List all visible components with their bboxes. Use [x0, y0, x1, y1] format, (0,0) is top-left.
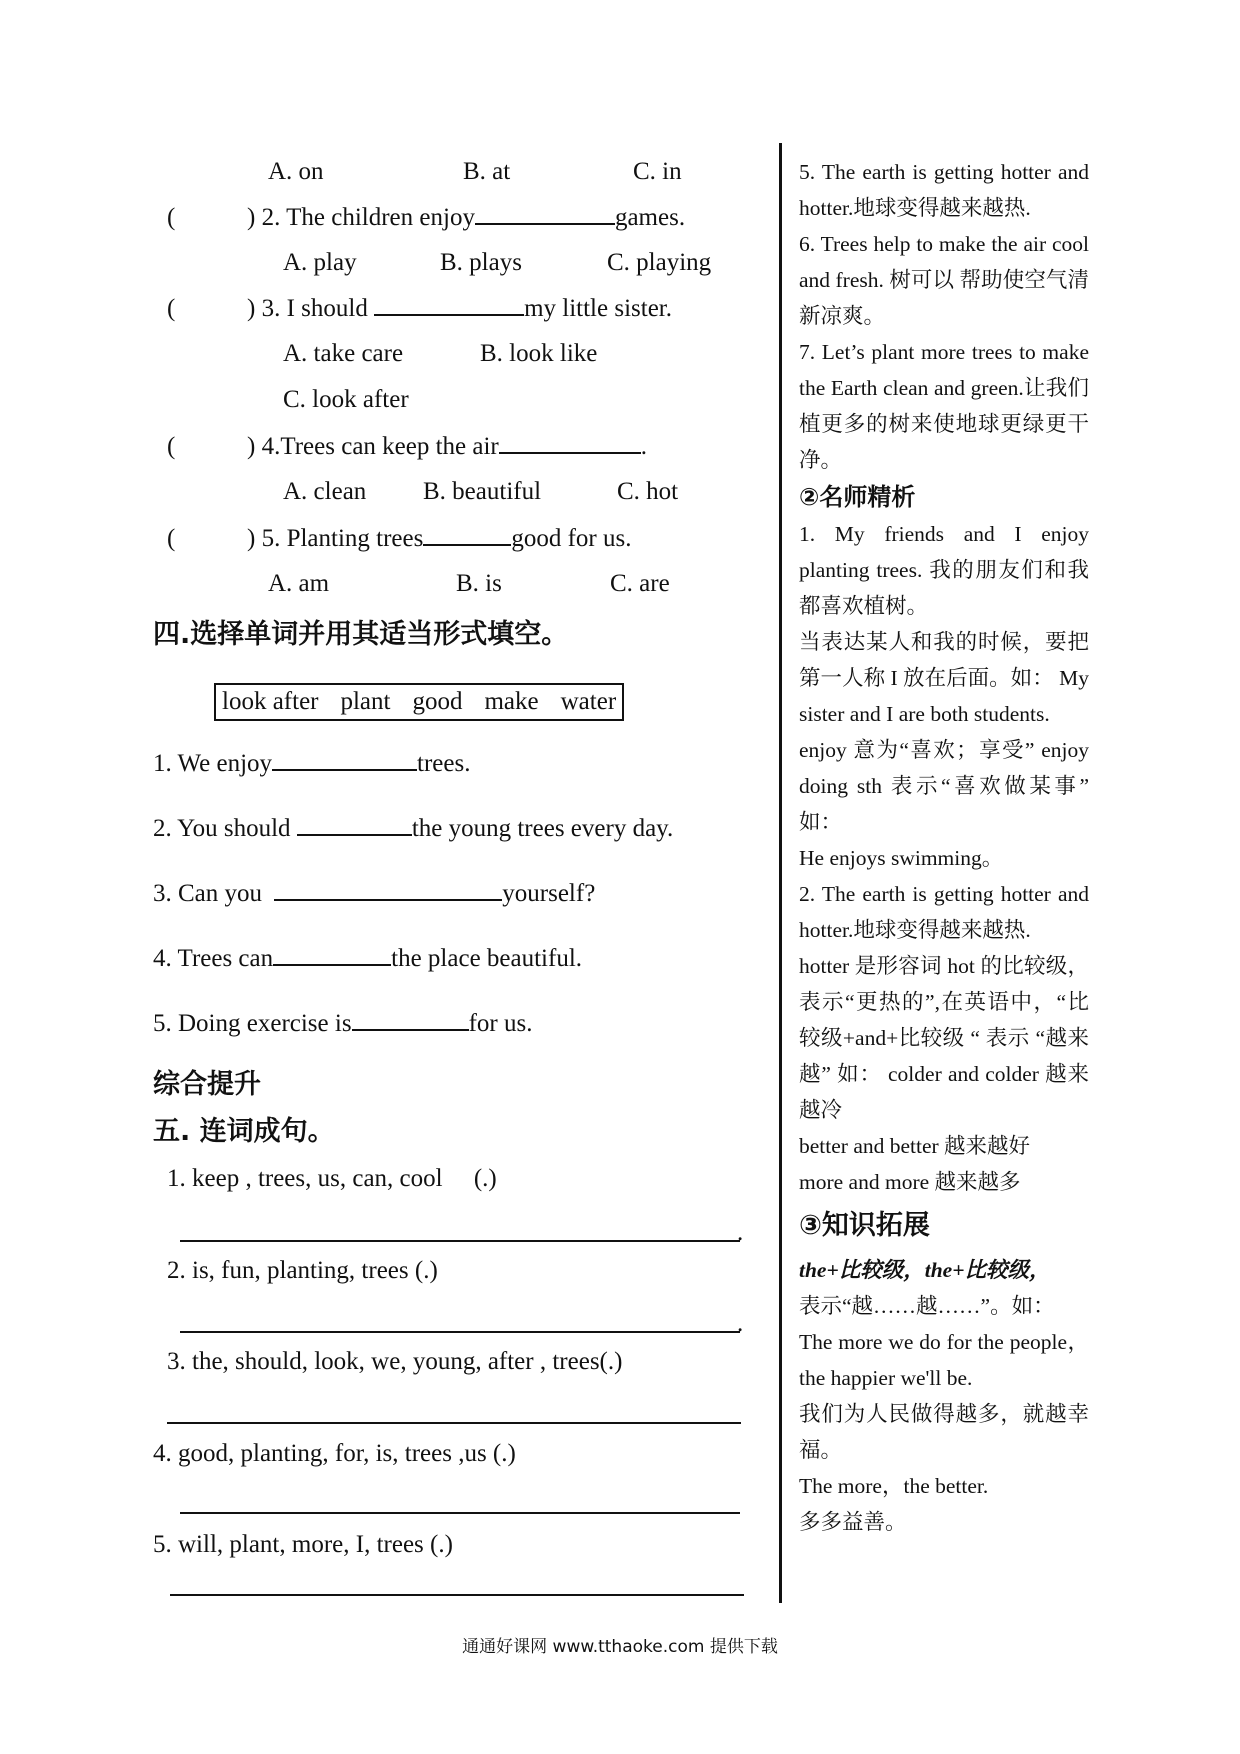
note-paragraph: The more we do for the people，the happier we'll be.: [799, 1330, 1089, 1390]
word-bank: [214, 683, 624, 721]
word-bank-item: water: [560, 688, 617, 715]
question-5-stem-start: 5. Planting trees: [261, 525, 424, 552]
question-4-stem-start: 4.Trees can keep the air: [261, 433, 499, 460]
word-bank-item: make: [484, 688, 539, 715]
page-footer: 通通好课网 www.tthaoke.com 提供下载: [462, 1637, 778, 1657]
answer-line[interactable]: [180, 1512, 740, 1514]
answer-paren-close: ): [247, 295, 256, 322]
q3-option-a: A. take care: [283, 340, 404, 367]
word-bank-item: good: [412, 688, 463, 715]
note-paragraph: 多多益善。: [799, 1510, 907, 1534]
answer-line[interactable]: [170, 1594, 744, 1596]
word-bank-item: plant: [340, 688, 391, 715]
note-emphasis: the+比较级，the+比较级，: [799, 1258, 1051, 1282]
fill-item-text: the place beautiful.: [391, 945, 583, 972]
question-2: [167, 201, 685, 234]
q3-option-b: B. look like: [480, 340, 598, 367]
q1-option-c: C. in: [633, 158, 682, 185]
note-paragraph: more and more 越来越多: [799, 1170, 1021, 1194]
sentence-item-3: 3. the, should, look, we, young, after , trees(.): [167, 1348, 623, 1375]
answer-paren-open: (: [167, 433, 176, 460]
note-paragraph: enjoy 意为“喜欢；享受” enjoy doing sth 表示“喜欢做某事” 如：: [799, 738, 1089, 834]
note-paragraph: 5. The earth is getting hotter and hotter.地球变得越来越热.: [799, 160, 1089, 220]
q5-option-c: C. are: [610, 570, 670, 597]
section-comprehensive-title: 综合提升: [153, 1069, 261, 1100]
q4-option-b: B. beautiful: [423, 478, 542, 505]
q1-option-a: A. on: [268, 158, 324, 185]
fill-item-text: trees.: [417, 750, 471, 777]
sentence-item-5: 5. will, plant, more, I, trees (.): [153, 1531, 453, 1558]
answer-paren-close: ): [247, 525, 256, 552]
question-4: [167, 430, 647, 463]
fill-item-text: for us.: [468, 1010, 533, 1037]
answer-paren-open: (: [167, 525, 176, 552]
question-4-stem-end: .: [640, 433, 648, 460]
fill-item-1: [153, 747, 470, 780]
q2-option-b: B. plays: [440, 249, 522, 276]
note-paragraph: 2. The earth is getting hotter and hotter.地球变得越来越热.: [799, 882, 1089, 942]
answer-blank[interactable]: [273, 942, 391, 966]
section-5-title: 五. 连词成句。: [153, 1116, 335, 1147]
answer-line-period: .: [737, 1219, 744, 1246]
note-paragraph: 当表达某人和我的时候，要把第一人称 I 放在后面。如： My sister and I are both students.: [799, 630, 1089, 726]
q4-option-c: C. hot: [617, 478, 679, 505]
knowledge-extension-heading: ③知识拓展: [799, 1210, 930, 1241]
answer-blank[interactable]: [499, 430, 641, 454]
sentence-item-1: 1. keep , trees, us, can, cool (.): [167, 1165, 497, 1192]
question-5: [167, 522, 632, 555]
q2-option-a: A. play: [283, 249, 357, 276]
answer-paren-open: (: [167, 204, 176, 231]
note-paragraph: The more，the better.: [799, 1474, 989, 1498]
sentence-item-4: 4. good, planting, for, is, trees ,us (.): [153, 1440, 516, 1467]
note-paragraph: 我们为人民做得越多，就越幸福。: [799, 1402, 1089, 1462]
answer-blank[interactable]: [374, 292, 524, 316]
teacher-analysis-heading: ②名师精析: [799, 483, 916, 511]
fill-item-5: [153, 1007, 532, 1040]
note-paragraph: better and better 越来越好: [799, 1134, 1031, 1158]
fill-item-text: the young trees every day.: [411, 815, 674, 842]
fill-item-4: [153, 942, 582, 975]
section-4-title: 四.选择单词并用其适当形式填空。: [153, 619, 569, 650]
note-paragraph: 表示“越……越……”。如：: [799, 1294, 1055, 1318]
note-paragraph: hotter 是形容词 hot 的比较级，表示“更热的”,在英语中，“比较级+and+比较级 “ 表示 “越来越” 如： colder and colder 越来越冷: [799, 954, 1089, 1122]
note-paragraph: He enjoys swimming。: [799, 846, 1004, 870]
fill-item-text: 3. Can you: [153, 880, 263, 907]
answer-blank[interactable]: [423, 522, 511, 546]
answer-blank[interactable]: [297, 812, 412, 836]
answer-paren-close: ): [247, 433, 256, 460]
answer-blank[interactable]: [274, 877, 502, 901]
column-divider: [779, 143, 782, 1603]
sentence-item-2: 2. is, fun, planting, trees (.): [167, 1257, 438, 1284]
fill-item-text: yourself?: [502, 880, 596, 907]
question-2-stem-start: 2. The children enjoy: [261, 204, 475, 231]
question-5-stem-end: good for us.: [511, 525, 632, 552]
answer-line[interactable]: [167, 1422, 741, 1424]
notes-sidebar: [799, 154, 1089, 1540]
answer-blank[interactable]: [475, 201, 615, 225]
fill-item-2: [153, 812, 673, 845]
answer-blank[interactable]: [272, 747, 417, 771]
question-3-stem-end: my little sister.: [524, 295, 672, 322]
answer-line[interactable]: [180, 1331, 740, 1333]
answer-blank[interactable]: [352, 1007, 469, 1031]
fill-item-text: 5. Doing exercise is: [153, 1010, 352, 1037]
question-3: [167, 292, 672, 325]
q2-option-c: C. playing: [607, 249, 712, 276]
fill-item-text: 4. Trees can: [153, 945, 274, 972]
note-paragraph: 1. My friends and I enjoy planting trees. 我的朋友们和我都喜欢植树。: [799, 522, 1089, 618]
note-paragraph: 7. Let’s plant more trees to make the Earth clean and green.让我们植更多的树来使地球更绿更干净。: [799, 340, 1089, 472]
answer-paren-close: ): [247, 204, 256, 231]
q1-option-b: B. at: [463, 158, 511, 185]
q4-option-a: A. clean: [283, 478, 367, 505]
fill-item-text: 2. You should: [153, 815, 291, 842]
q5-option-a: A. am: [268, 570, 330, 597]
word-bank-item: look after: [222, 688, 319, 715]
question-3-stem-start: 3. I should: [261, 295, 368, 322]
q3-option-c: C. look after: [283, 386, 409, 413]
fill-item-text: 1. We enjoy: [153, 750, 273, 777]
answer-line[interactable]: [180, 1240, 740, 1242]
question-2-stem-end: games.: [614, 204, 686, 231]
answer-paren-open: (: [167, 295, 176, 322]
note-paragraph: 6. Trees help to make the air cool and fresh. 树可以 帮助使空气清新凉爽。: [799, 232, 1089, 328]
fill-item-3: [153, 877, 595, 910]
answer-line-period: .: [737, 1310, 744, 1337]
q5-option-b: B. is: [456, 570, 502, 597]
